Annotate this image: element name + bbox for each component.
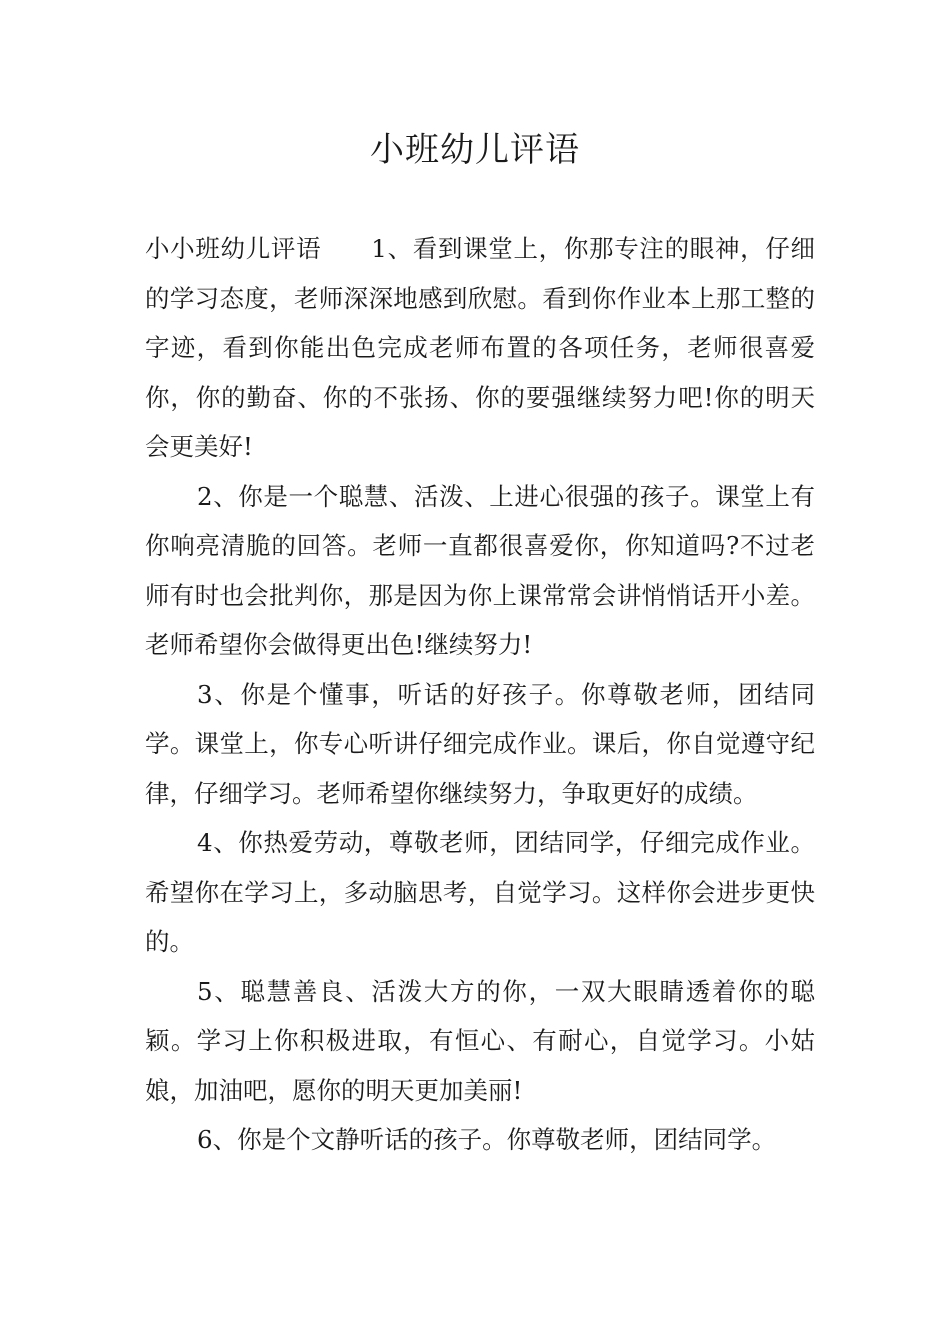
paragraph-6: 6、你是个文静听话的孩子。你尊敬老师，团结同学。 (197, 1125, 777, 1154)
paragraph-3: 3、你是个懂事，听话的好孩子。你尊敬老师，团结同学。课堂上，你专心听讲仔细完成作业。课后，你自觉遵守纪律，仔细学习。老师希望你继续努力，争取更好的成绩。 (145, 679, 815, 808)
document-title: 小班幼儿评语 (370, 130, 580, 170)
paragraph-1 (145, 224, 815, 472)
intro-heading: 小小班幼儿评语 (145, 234, 322, 263)
document-body (145, 224, 815, 1165)
paragraph-4: 4、你热爱劳动，尊敬老师，团结同学，仔细完成作业。希望你在学习上，多动脑思考，自觉学习。这样你会进步更快的。 (145, 828, 815, 956)
paragraph-1-text: 1、看到课堂上，你那专注的眼神，仔细的学习态度，老师深深地感到欣慰。看到你作业本上那工整的字迹，看到你能出色完成老师布置的各项任务，老师很喜爱你，你的勤奋、你的不张扬、你的要强继续努力吧!你的明天会更美好! (145, 234, 816, 461)
paragraph-2: 2、你是一个聪慧、活泼、上进心很强的孩子。课堂上有你响亮清脆的回答。老师一直都很喜爱你，你知道吗?不过老师有时也会批判你，那是因为你上课常常会讲悄悄话开小差。老师希望你会做得更出色!继续努力! (145, 481, 815, 659)
paragraph-5: 5、聪慧善良、活泼大方的你，一双大眼睛透着你的聪颖。学习上你积极进取，有恒心、有耐心，自觉学习。小姑娘，加油吧，愿你的明天更加美丽! (145, 976, 815, 1105)
